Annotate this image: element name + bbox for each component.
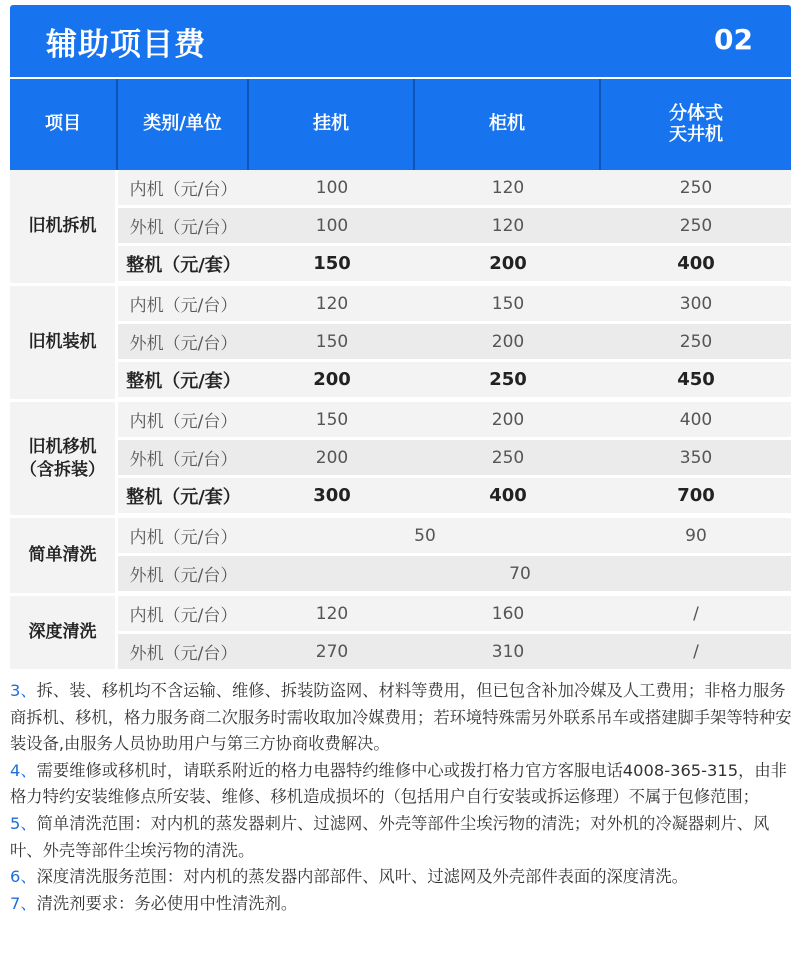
group-label: 简单清洗 bbox=[10, 518, 118, 596]
table-row bbox=[10, 478, 791, 518]
value-cell: 310 bbox=[415, 634, 601, 672]
value-cell: 250 bbox=[415, 362, 601, 402]
category-cell: 整机（元/套） bbox=[118, 246, 249, 286]
value-cell: 90 bbox=[601, 518, 791, 556]
value-cell: 450 bbox=[601, 362, 791, 402]
value-cell: 250 bbox=[601, 324, 791, 362]
value-cell: 100 bbox=[249, 208, 415, 246]
table-row bbox=[10, 170, 791, 208]
value-cell: 150 bbox=[249, 246, 415, 286]
category-cell: 整机（元/套） bbox=[118, 478, 249, 518]
table-row bbox=[10, 324, 791, 362]
table-row bbox=[10, 634, 791, 672]
note-text: 清洗剂要求：务必使用中性清洗剂。 bbox=[36, 893, 298, 913]
header-ceiling-unit: 分体式 天井机 bbox=[601, 79, 791, 170]
value-cell: 300 bbox=[601, 286, 791, 324]
header-cabinet-unit: 柜机 bbox=[415, 79, 601, 170]
value-cell: 150 bbox=[249, 402, 415, 440]
note-text: 拆、装、移机均不含运输、维修、拆装防盗网、材料等费用，但已包含补加冷媒及人工费用；非格力服务商拆机、移机，格力服务商二次服务时需收取加冷媒费用；若环境特殊需另外联系吊车或搭建脚手架等特种安装设备,由服务人员协助用户与第三方协商收费解决。 bbox=[10, 681, 792, 754]
table-row bbox=[10, 208, 791, 246]
note-number: 4、 bbox=[10, 760, 37, 780]
value-cell: 100 bbox=[249, 170, 415, 208]
note-item bbox=[10, 864, 792, 891]
value-cell: 200 bbox=[415, 324, 601, 362]
value-cell: 120 bbox=[415, 170, 601, 208]
value-cell: / bbox=[601, 634, 791, 672]
note-item bbox=[10, 758, 792, 811]
table-header bbox=[10, 79, 791, 170]
page-title: 辅助项目费 bbox=[46, 27, 206, 63]
table-row bbox=[10, 286, 791, 324]
table-row bbox=[10, 402, 791, 440]
category-cell: 内机（元/台） bbox=[118, 286, 249, 324]
value-cell: 250 bbox=[601, 170, 791, 208]
note-number: 5、 bbox=[10, 813, 37, 833]
table-row bbox=[10, 246, 791, 286]
category-cell: 内机（元/台） bbox=[118, 518, 249, 556]
note-item bbox=[10, 811, 792, 864]
table-row bbox=[10, 556, 791, 596]
value-cell: 250 bbox=[415, 440, 601, 478]
value-cell: 120 bbox=[249, 596, 415, 634]
category-cell: 外机（元/台） bbox=[118, 208, 249, 246]
merged-value-cell: 70 bbox=[249, 556, 791, 596]
value-cell: 160 bbox=[415, 596, 601, 634]
value-cell: 400 bbox=[601, 246, 791, 286]
note-text: 简单清洗范围：对内机的蒸发器刺片、过滤网、外壳等部件尘埃污物的清洗；对外机的冷凝器刺片、风叶、外壳等部件尘埃污物的清洗。 bbox=[10, 813, 770, 860]
value-cell: / bbox=[601, 596, 791, 634]
note-number: 7、 bbox=[10, 893, 37, 913]
category-cell: 外机（元/台） bbox=[118, 556, 249, 596]
note-text: 需要维修或移机时，请联系附近的格力电器特约维修中心或拨打格力官方客服电话4008-365-315，由非格力特约安装维修点所安装、维修、移机造成损坏的（包括用户自行安装或拆运修理）不属于包修范围； bbox=[10, 760, 787, 807]
note-number: 3、 bbox=[10, 681, 37, 700]
value-cell: 400 bbox=[415, 478, 601, 518]
page-number: 02 bbox=[714, 23, 753, 56]
table-row bbox=[10, 440, 791, 478]
value-cell: 200 bbox=[249, 440, 415, 478]
table-row bbox=[10, 518, 791, 556]
value-cell: 200 bbox=[415, 402, 601, 440]
value-cell: 700 bbox=[601, 478, 791, 518]
category-cell: 内机（元/台） bbox=[118, 596, 249, 634]
group-label: 旧机移机 （含拆装） bbox=[10, 402, 118, 518]
value-cell: 200 bbox=[249, 362, 415, 402]
note-text: 深度清洗服务范围：对内机的蒸发器内部部件、风叶、过滤网及外壳部件表面的深度清洗。 bbox=[36, 867, 688, 887]
value-cell: 300 bbox=[249, 478, 415, 518]
notes-section bbox=[10, 678, 792, 917]
table-row bbox=[10, 596, 791, 634]
table-row bbox=[10, 362, 791, 402]
group-label: 旧机拆机 bbox=[10, 170, 118, 286]
header-item: 项目 bbox=[10, 79, 118, 170]
group-label: 旧机装机 bbox=[10, 286, 118, 402]
title-bar bbox=[10, 5, 791, 77]
header-category-unit: 类别/单位 bbox=[118, 79, 249, 170]
category-cell: 整机（元/套） bbox=[118, 362, 249, 402]
value-cell: 250 bbox=[601, 208, 791, 246]
note-number: 6、 bbox=[10, 867, 37, 887]
category-cell: 外机（元/台） bbox=[118, 440, 249, 478]
value-cell: 270 bbox=[249, 634, 415, 672]
value-cell: 120 bbox=[249, 286, 415, 324]
value-cell: 400 bbox=[601, 402, 791, 440]
value-cell: 200 bbox=[415, 246, 601, 286]
category-cell: 外机（元/台） bbox=[118, 324, 249, 362]
note-item bbox=[10, 891, 792, 918]
value-cell: 150 bbox=[249, 324, 415, 362]
category-cell: 外机（元/台） bbox=[118, 634, 249, 672]
category-cell: 内机（元/台） bbox=[118, 402, 249, 440]
category-cell: 内机（元/台） bbox=[118, 170, 249, 208]
fee-table bbox=[10, 79, 791, 672]
group-label: 深度清洗 bbox=[10, 596, 118, 672]
value-cell: 120 bbox=[415, 208, 601, 246]
merged-value-cell: 50 bbox=[249, 518, 601, 556]
value-cell: 150 bbox=[415, 286, 601, 324]
note-item bbox=[10, 678, 792, 758]
table-body bbox=[10, 170, 791, 672]
header-wall-unit: 挂机 bbox=[249, 79, 415, 170]
value-cell: 350 bbox=[601, 440, 791, 478]
